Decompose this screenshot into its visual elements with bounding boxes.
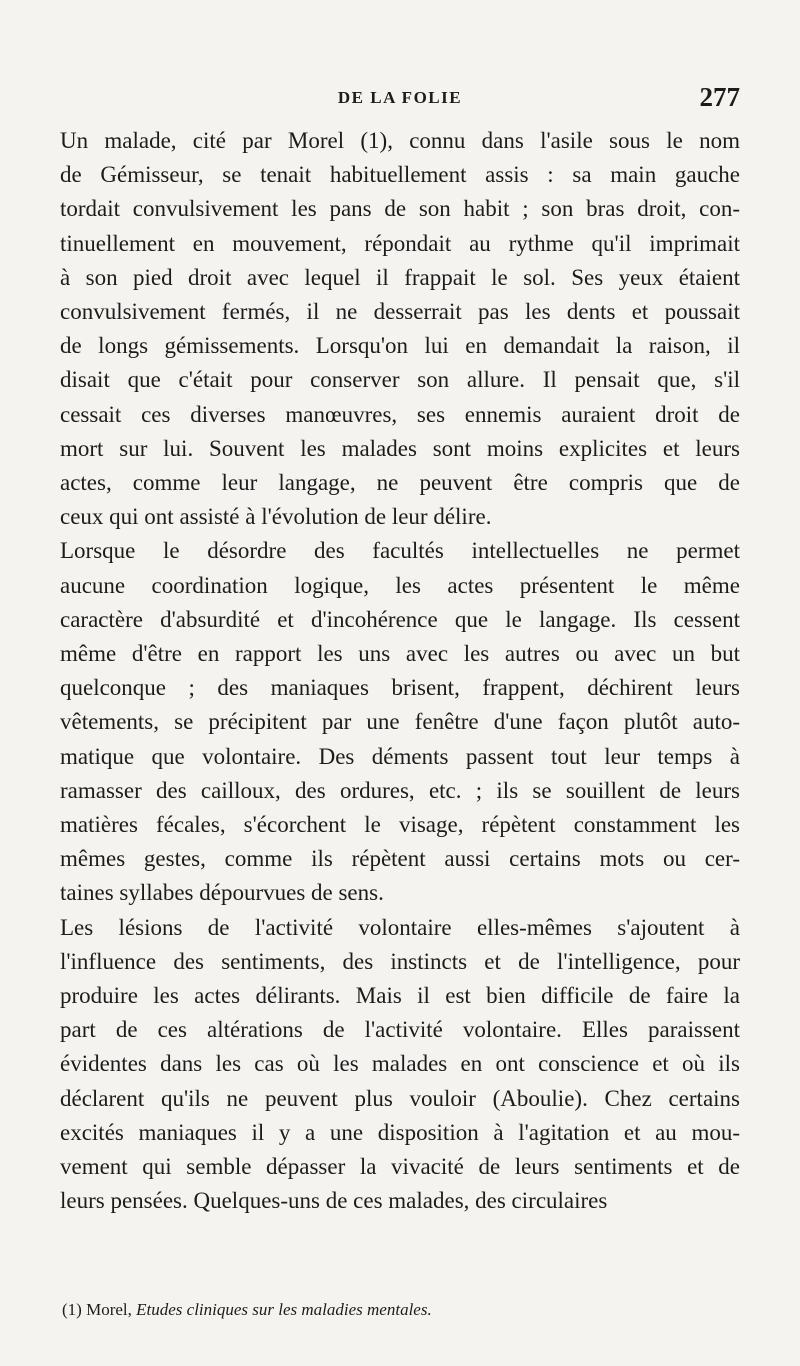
body-text [60, 124, 740, 1219]
text-line: tordait convulsivement les pans de son habit ; son bras droit, con- [60, 196, 740, 222]
text-line: mêmes gestes, comme ils répètent aussi certains mots ou cer- [60, 846, 740, 872]
text-line: cessait ces diverses manœuvres, ses ennemis auraient droit de [60, 401, 740, 427]
text-line: à son pied droit avec lequel il frappait le sol. Ses yeux étaient [60, 264, 740, 290]
text-line: caractère d'absurdité et d'incohérence que le langage. Ils cessent [60, 606, 740, 632]
paragraph-1 [60, 124, 740, 534]
text-line: aucune coordination logique, les actes présentent le même [60, 572, 740, 598]
footnote [62, 1300, 742, 1320]
page-header [60, 82, 740, 118]
text-line: excités maniaques il y a une disposition à l'agitation et au mou- [60, 1119, 740, 1145]
text-line: vement qui semble dépasser la vivacité de leurs sentiments et de [60, 1154, 740, 1180]
text-line: mort sur lui. Souvent les malades sont moins explicites et leurs [60, 435, 740, 461]
text-line: vêtements, se précipitent par une fenêtre d'une façon plutôt auto- [60, 709, 740, 735]
text-line: actes, comme leur langage, ne peuvent être compris que de [60, 470, 740, 496]
text-line: Les lésions de l'activité volontaire elles-mêmes s'ajoutent à [60, 914, 740, 940]
text-line: convulsivement fermés, il ne desserrait pas les dents et poussait [60, 299, 740, 325]
text-line: évidentes dans les cas où les malades en ont conscience et où ils [60, 1051, 740, 1077]
page-number: 277 [699, 82, 740, 112]
text-line: quelconque ; des maniaques brisent, frappent, déchirent leurs [60, 675, 740, 701]
text-line: l'influence des sentiments, des instincts et de l'intelligence, pour [60, 948, 740, 974]
text-line: ceux qui ont assisté à l'évolution de leur délire. [60, 504, 492, 530]
footnote-title: Etudes cliniques sur les maladies mentales. [136, 1300, 432, 1319]
text-line: matique que volontaire. Des déments passent tout leur temps à [60, 743, 740, 769]
text-line: Un malade, cité par Morel (1), connu dans l'asile sous le nom [60, 128, 740, 153]
text-line: tinuellement en mouvement, répondait au rythme qu'il imprimait [60, 230, 740, 256]
text-line: ramasser des cailloux, des ordures, etc. ; ils se souillent de leurs [60, 777, 740, 803]
footnote-author: Morel, [86, 1300, 132, 1319]
text-line: de longs gémissements. Lorsqu'on lui en demandait la raison, il [60, 333, 740, 359]
text-line: disait que c'était pour conserver son allure. Il pensait que, s'il [60, 367, 740, 393]
paragraph-2 [60, 534, 740, 910]
text-line: déclarent qu'ils ne peuvent plus vouloir (Aboulie). Chez certains [60, 1085, 740, 1111]
running-head: DE LA FOLIE [337, 88, 463, 107]
text-line: Lorsque le désordre des facultés intellectuelles ne permet [60, 538, 740, 564]
text-line: matières fécales, s'écorchent le visage, répètent constamment les [60, 812, 740, 838]
text-line: part de ces altérations de l'activité volontaire. Elles paraissent [60, 1017, 740, 1043]
text-line: leurs pensées. Quelques-uns de ces malades, des circulaires [60, 1188, 608, 1214]
text-line: de Gémisseur, se tenait habituellement assis : sa main gauche [60, 162, 740, 188]
text-line: taines syllabes dépourvues de sens. [60, 880, 384, 906]
paragraph-3 [60, 911, 740, 1219]
footnote-marker: (1) [62, 1300, 82, 1319]
text-line: même d'être en rapport les uns avec les autres ou avec un but [60, 641, 740, 667]
text-line: produire les actes délirants. Mais il est bien difficile de faire la [60, 983, 740, 1009]
